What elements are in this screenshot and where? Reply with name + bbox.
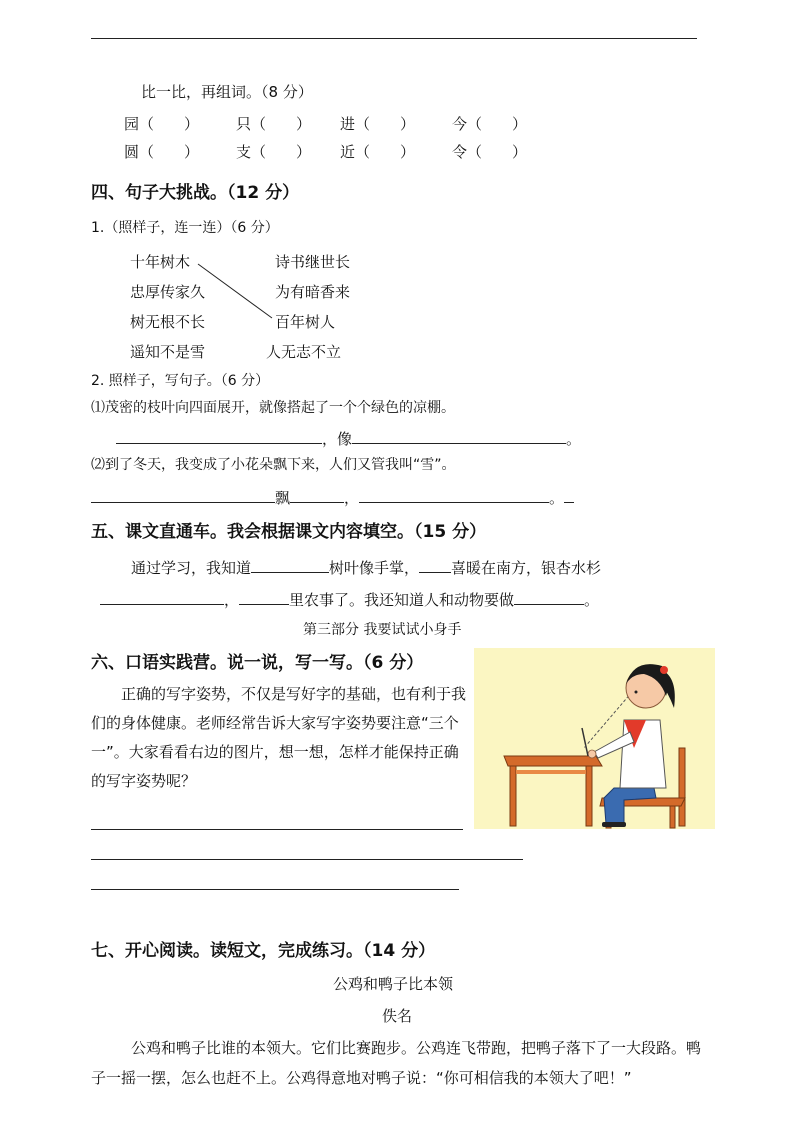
compare-item: 进（ ） — [340, 115, 416, 133]
match-left-item[interactable]: 遥知不是雪 — [130, 343, 206, 361]
fill-text: 喜暖在南方，银杏水杉 — [451, 559, 602, 577]
compare-item: 今（ ） — [452, 115, 528, 133]
fill-text: 里农事了。我还知道人和动物要做 — [289, 591, 515, 609]
section6-heading: 六、口语实践营。说一说，写一写。（6 分） — [91, 653, 424, 673]
fill-blank[interactable] — [514, 590, 584, 605]
match-right-item[interactable]: 人无志不立 — [266, 343, 342, 361]
fill-text: 。 — [549, 489, 565, 507]
compare-item: 令（ ） — [452, 143, 528, 161]
compare-item: 圆（ ） — [124, 143, 200, 161]
compare-item: 只（ ） — [236, 115, 312, 133]
fill-line-1 — [116, 428, 581, 449]
fill-blank[interactable] — [91, 488, 275, 503]
match-left-item[interactable]: 忠厚传家久 — [130, 283, 206, 301]
fill-blank[interactable] — [419, 558, 451, 573]
story-title: 公鸡和鸭子比本领 — [333, 975, 454, 993]
match-left-item[interactable]: 十年树木 — [130, 253, 191, 271]
match-right-item[interactable]: 百年树人 — [275, 313, 336, 331]
section5-line1 — [131, 557, 601, 578]
example-sentence-1: ⑴茂密的枝叶向四面展开，就像搭起了一个个绿色的凉棚。 — [91, 400, 455, 416]
fill-text: 。 — [566, 430, 582, 448]
compare-item: 园（ ） — [124, 115, 200, 133]
fill-text: 通过学习，我知道 — [131, 559, 252, 577]
section4-heading: 四、句子大挑战。（12 分） — [91, 183, 300, 203]
compare-title: 比一比，再组词。（8 分） — [141, 83, 313, 101]
fill-text: ，像 — [322, 430, 353, 448]
section6-paragraph: 正确的写字姿势，不仅是写好字的基础，也有利于我们的身体健康。老师经常告诉大家写字姿势要注意“三个一”。大家看看右边的图片，想一想，怎样才能保持正确的写字姿势呢？ — [91, 685, 467, 790]
answer-line[interactable] — [91, 829, 463, 830]
fill-blank[interactable] — [352, 429, 566, 444]
fill-text: ， — [344, 489, 360, 507]
fill-blank[interactable] — [239, 590, 289, 605]
fill-blank[interactable] — [564, 488, 574, 503]
section5-line2 — [100, 589, 599, 610]
match-example-line — [0, 0, 794, 400]
fill-blank[interactable] — [359, 488, 549, 503]
compare-item: 支（ ） — [236, 143, 312, 161]
fill-blank[interactable] — [251, 558, 329, 573]
answer-line[interactable] — [91, 859, 523, 860]
fill-text: 树叶像手掌， — [329, 559, 420, 577]
fill-line-2 — [91, 487, 574, 508]
part3-title: 第三部分 我要试试小身手 — [303, 622, 462, 638]
compare-item: 近（ ） — [340, 143, 416, 161]
fill-text: 。 — [584, 591, 600, 609]
match-left-item[interactable]: 树无根不长 — [130, 313, 206, 331]
fill-text: ， — [224, 591, 240, 609]
fill-blank[interactable] — [290, 488, 344, 503]
story-author: 佚名 — [382, 1007, 413, 1025]
fill-text: 飘 — [275, 489, 291, 507]
section7-heading: 七、开心阅读。读短文，完成练习。（14 分） — [91, 941, 436, 961]
match-right-item[interactable]: 为有暗香来 — [275, 283, 351, 301]
match-right-item[interactable]: 诗书继世长 — [275, 253, 351, 271]
example-sentence-2: ⑵到了冬天，我变成了小花朵飘下来，人们又管我叫“雪”。 — [91, 457, 456, 473]
fill-blank[interactable] — [116, 429, 322, 444]
story-paragraph: 公鸡和鸭子比谁的本领大。它们比赛跑步。公鸡连飞带跑，把鸭子落下了一大段路。鸭子一摇一摆，怎么也赶不上。公鸡得意地对鸭子说：“你可相信我的本领大了吧！” — [91, 1039, 702, 1087]
fill-blank[interactable] — [100, 590, 224, 605]
section5-heading: 五、课文直通车。我会根据课文内容填空。（15 分） — [91, 522, 487, 542]
answer-line[interactable] — [91, 889, 459, 890]
section4-q1: 1.（照样子，连一连）（6 分） — [91, 220, 279, 236]
section4-q2: 2. 照样子，写句子。（6 分） — [91, 373, 270, 389]
writing-posture-illustration — [474, 648, 715, 829]
